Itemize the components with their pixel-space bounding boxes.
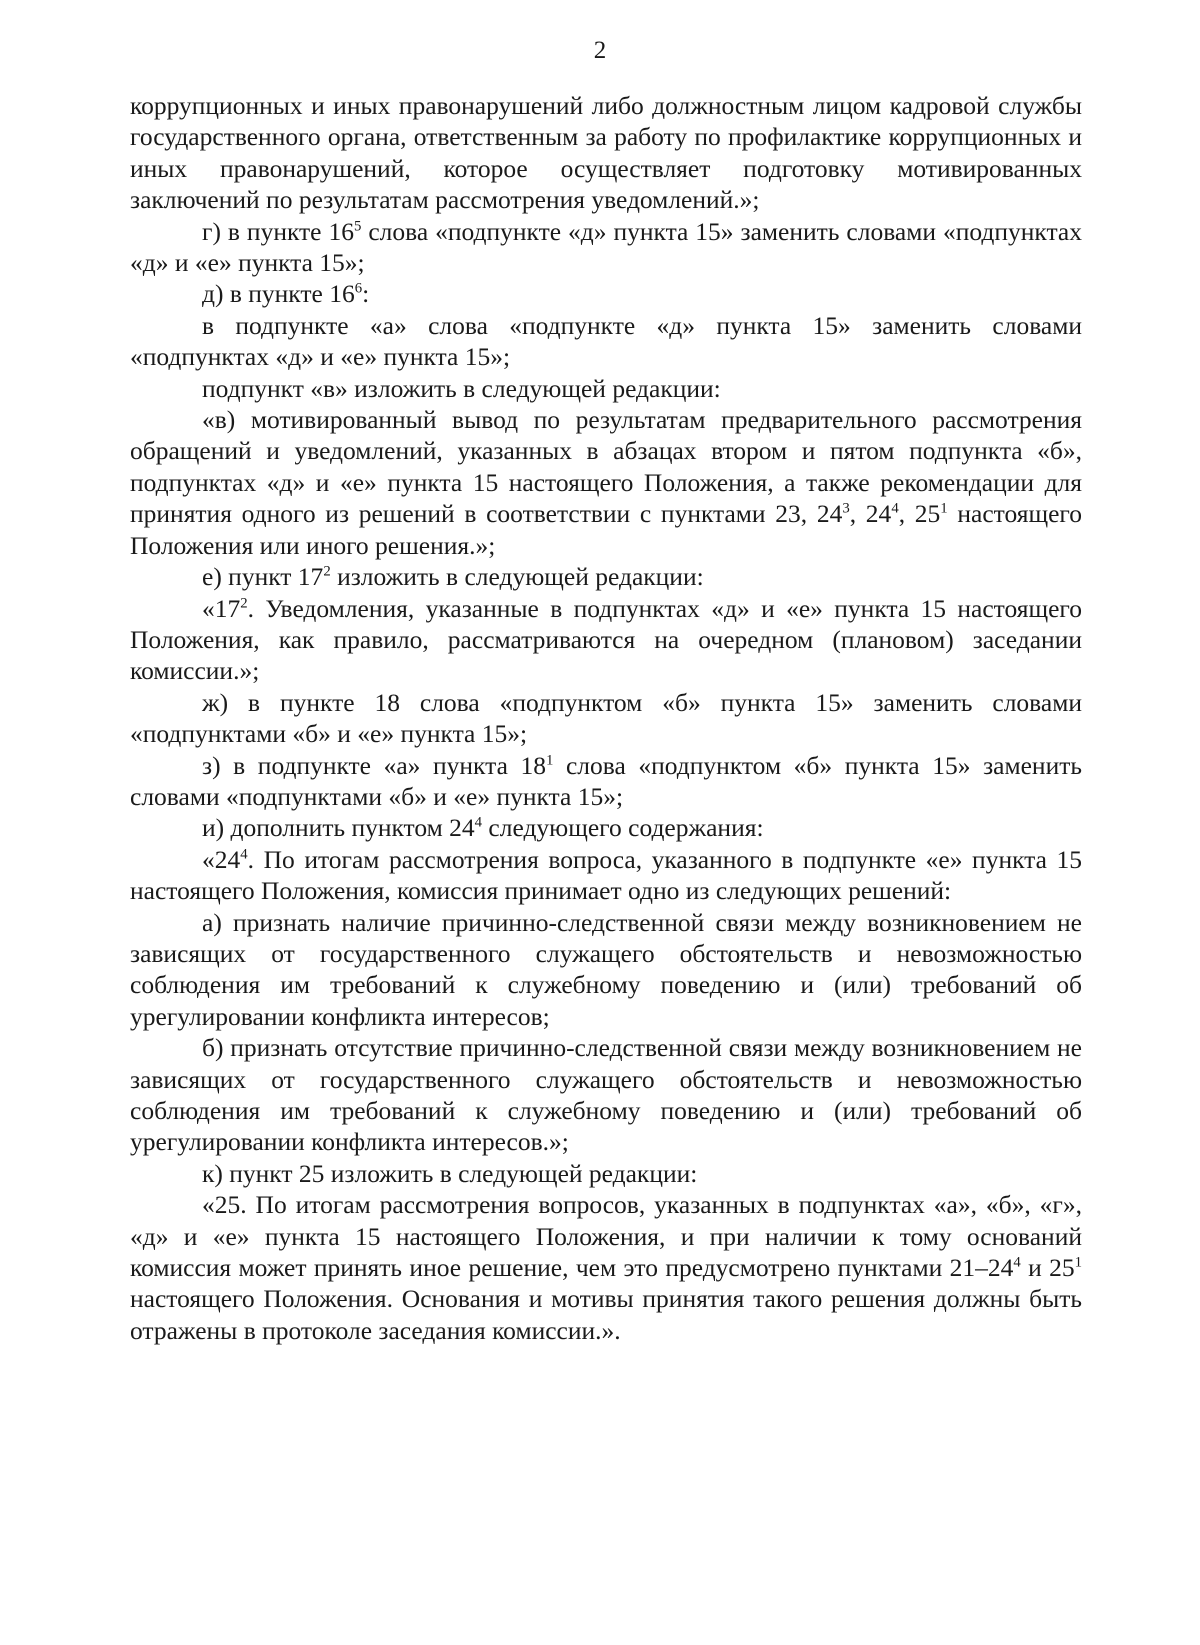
page-number: 2 bbox=[593, 37, 607, 64]
paragraph bbox=[130, 373, 1082, 404]
text-run: д) в пункте 16 bbox=[202, 279, 355, 309]
text-run: коррупционных и иных правонарушений либо должностным лицом кадровой службы государственного органа, ответственным за работу по профилактике коррупционных и иных правонарушений, которое осуществляет подготовку мотивированных заключений по результатам рассмотрения уведомлений.»; bbox=[130, 91, 1082, 215]
paragraph bbox=[130, 1032, 1082, 1158]
paragraph bbox=[130, 561, 1082, 592]
paragraph bbox=[130, 1189, 1082, 1346]
paragraph bbox=[130, 907, 1082, 1033]
paragraph bbox=[130, 593, 1082, 687]
text-run: слова «подпункте «д» пункта 15» заменить словами «подпунктах «д» и «е» пункта 15»; bbox=[130, 216, 1082, 278]
paragraph bbox=[130, 687, 1082, 750]
text-run: «25. По итогам рассмотрения вопросов, указанных в подпунктах «а», «б», «г», «д» и «е» пункта 15 настоящего Положения, и при наличии к тому оснований комиссия может принять иное решение, чем это предусмотрено пунктами 21–24 bbox=[130, 1190, 1082, 1283]
superscript: 4 bbox=[1013, 1254, 1021, 1271]
superscript: 4 bbox=[240, 846, 248, 863]
paragraph bbox=[130, 844, 1082, 907]
paragraph bbox=[130, 404, 1082, 561]
text-run: и 25 bbox=[1020, 1253, 1075, 1283]
text-run: «24 bbox=[202, 844, 241, 874]
paragraph bbox=[130, 812, 1082, 843]
text-run: б) признать отсутствие причинно-следственной связи между возникновением не зависящих от государственного служащего обстоятельств и невозможностью соблюдения им требований к служебному поведению и (или) требований об урегулировании конфликта интересов.»; bbox=[130, 1033, 1082, 1157]
text-run: е) пункт 17 bbox=[202, 562, 324, 592]
text-run: з) в подпункте «а» пункта 18 bbox=[202, 750, 546, 780]
text-run: изложить в следующей редакции: bbox=[330, 562, 704, 592]
text-run: настоящего Положения. Основания и мотивы принятия такого решения должны быть отражены в протоколе заседания комиссии.». bbox=[130, 1284, 1082, 1345]
document-body bbox=[130, 90, 1082, 1346]
superscript: 2 bbox=[323, 563, 331, 580]
text-run: г) в пункте 16 bbox=[202, 216, 354, 246]
superscript: 1 bbox=[940, 500, 948, 517]
text-run: подпункт «в» изложить в следующей редакции: bbox=[202, 373, 721, 403]
superscript: 6 bbox=[354, 280, 363, 297]
text-run: и) дополнить пунктом 24 bbox=[202, 813, 475, 843]
paragraph bbox=[130, 278, 1082, 309]
superscript: 4 bbox=[474, 814, 483, 831]
text-run: , 25 bbox=[898, 499, 941, 529]
text-run: в подпункте «а» слова «подпункте «д» пункта 15» заменить словами «подпунктах «д» и «е» пункта 15»; bbox=[130, 310, 1082, 372]
paragraph bbox=[130, 750, 1082, 813]
text-run: к) пункт 25 изложить в следующей редакции: bbox=[202, 1158, 698, 1188]
superscript: 1 bbox=[545, 752, 554, 769]
superscript: 4 bbox=[891, 500, 899, 517]
text-run: : bbox=[362, 279, 370, 309]
text-run: следующего содержания: bbox=[482, 813, 764, 843]
paragraph bbox=[130, 1158, 1082, 1189]
text-run: «17 bbox=[202, 593, 241, 623]
text-run: настоящего Положения или иного решения.»; bbox=[130, 499, 1082, 560]
text-run: . Уведомления, указанные в подпунктах «д» и «е» пункта 15 настоящего Положения, как правило, рассматриваются на очередном (плановом) заседании комиссии.»; bbox=[130, 593, 1082, 686]
text-run: «в) мотивированный вывод по результатам предварительного рассмотрения обращений и уведомлений, указанных в абзацах втором и пятом подпункта «б», подпунктах «д» и «е» пункта 15 настоящего Положения, а также рекомендации для принятия одного из решений в соответствии с пунктами 23, 24 bbox=[130, 405, 1082, 529]
superscript: 2 bbox=[240, 595, 248, 611]
text-run: . По итогам рассмотрения вопроса, указанного в подпункте «е» пункта 15 настоящего Положения, комиссия принимает одно из следующих решений: bbox=[130, 844, 1082, 906]
text-run: , 24 bbox=[849, 499, 892, 529]
superscript: 3 bbox=[842, 500, 850, 517]
superscript: 5 bbox=[353, 218, 362, 235]
paragraph bbox=[130, 216, 1082, 279]
text-run: ж) в пункте 18 слова «подпунктом «б» пункта 15» заменить словами «подпунктами «б» и «е» пункта 15»; bbox=[130, 687, 1082, 749]
text-run: слова «подпунктом «б» пункта 15» заменить словами «подпунктами «б» и «е» пункта 15»; bbox=[130, 750, 1082, 811]
text-run: а) признать наличие причинно-следственной связи между возникновением не зависящих от государственного служащего обстоятельств и невозможностью соблюдения им требований к служебному поведению и (или) требований об урегулировании конфликта интересов; bbox=[130, 907, 1082, 1031]
superscript: 1 bbox=[1074, 1254, 1082, 1271]
paragraph bbox=[130, 310, 1082, 373]
paragraph bbox=[130, 90, 1082, 216]
